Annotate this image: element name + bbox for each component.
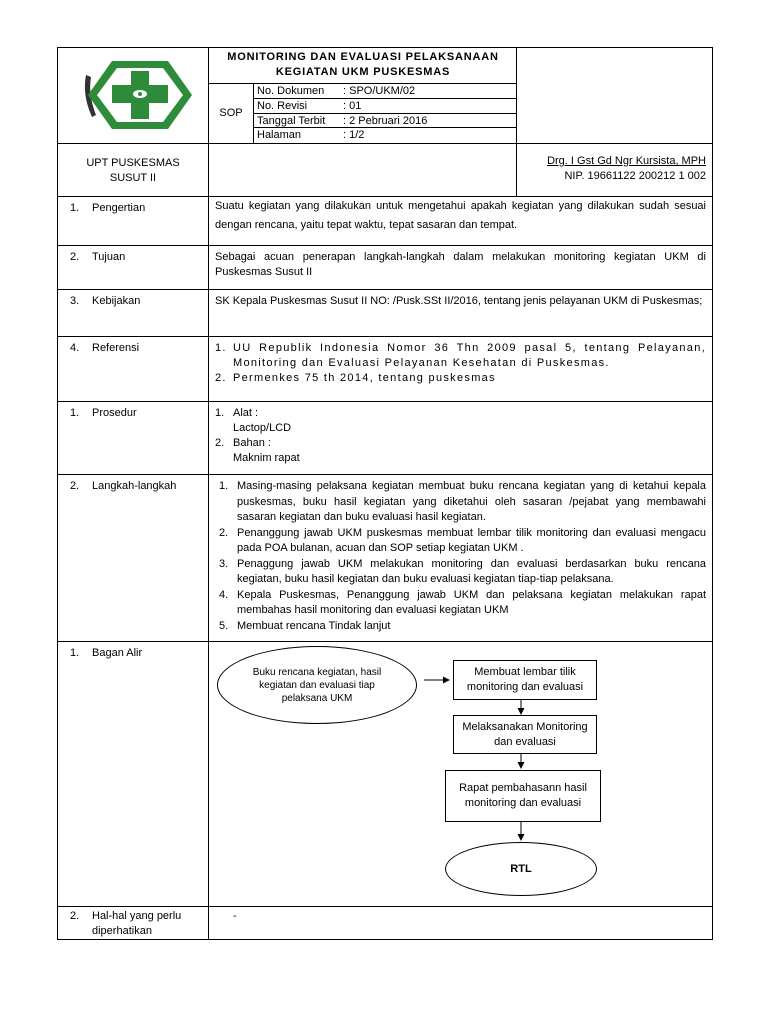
row-text: SK Kepala Puskesmas Susut II NO: /Pusk.SSt II/2016, tentang jenis pelayanan UKM di Puskesmas; xyxy=(215,295,703,307)
meta-row-dokumen xyxy=(253,84,517,99)
item-text: Permenkes 75 th 2014, tentang puskesmas xyxy=(233,372,496,384)
title-line-2: KEGIATAN UKM PUSKESMAS xyxy=(275,66,451,78)
row-label: Prosedur xyxy=(92,407,137,419)
row-number: 2. xyxy=(70,480,80,492)
meta-key: No. Revisi xyxy=(257,99,308,112)
meta-row-tanggal xyxy=(253,114,517,129)
meta-row-halaman xyxy=(253,128,517,143)
row-number: 2. xyxy=(70,910,80,922)
list-item xyxy=(215,406,706,436)
row-hal-hal xyxy=(58,907,713,940)
item-text: UU Republik Indonesia Nomor 36 Thn 2009 pasal 5, tentang Pelayanan, Monitoring dan Evaluasi Pelayanan Kesehatan di Puskesmas. xyxy=(233,342,706,369)
item-text: Penanggung jawab UKM puskesmas membuat lembar tilik monitoring dan evaluasi mengacu pada POA bulanan, acuan dan SOP setiap kegiatan UKM . xyxy=(237,526,706,554)
row-label: Pengertian xyxy=(92,202,146,214)
item-number: 5. xyxy=(219,619,229,632)
unit-blank-cell xyxy=(209,144,517,197)
meta-key: No. Dokumen xyxy=(257,85,325,97)
item-text: Bahan : xyxy=(233,437,271,449)
row-number: 2. xyxy=(70,251,80,263)
unit-subname: SUSUT II xyxy=(109,172,157,184)
row-number: 4. xyxy=(70,342,80,354)
unit-cell xyxy=(58,144,209,197)
item-subtext: Maknim rapat xyxy=(233,452,300,464)
row-bagan-alir xyxy=(58,642,713,907)
item-number: 2. xyxy=(215,372,227,384)
row-label: Tujuan xyxy=(92,251,126,263)
list-item xyxy=(215,436,706,466)
row-tujuan xyxy=(58,246,713,290)
meta-value: : 01 xyxy=(343,99,362,112)
puskesmas-logo-icon xyxy=(76,55,196,135)
signer-name: Drg. I Gst Gd Ngr Kursista, MPH xyxy=(547,155,706,167)
row-number: 1. xyxy=(70,407,80,419)
item-number: 3. xyxy=(219,557,229,570)
row-label: Langkah-langkah xyxy=(92,480,177,492)
item-number: 1. xyxy=(219,480,229,492)
flow-start-ellipse: Buku rencana kegiatan, hasil kegiatan dan evaluasi tiap pelaksana UKM xyxy=(217,646,417,724)
document-meta xyxy=(253,84,517,143)
row-number: 1. xyxy=(70,647,80,659)
meta-value: : SPO/UKM/02 xyxy=(343,85,416,97)
item-text: Masing-masing pelaksana kegiatan membuat buku rencana kegiatan yang di ketahui kepala puskesmas, buku hasil kegiatan yang diketahui oleh sasaran /pejabat yang membawahi sasaran kegiatan dan buku evaluasi hasil kegiatan. xyxy=(237,480,706,523)
sop-table xyxy=(57,47,713,940)
item-number: 2. xyxy=(215,437,225,449)
item-number: 1. xyxy=(215,342,227,354)
list-item xyxy=(215,341,706,371)
sop-document xyxy=(57,47,712,942)
item-number: 1. xyxy=(215,407,225,419)
meta-key: Tanggal Terbit xyxy=(257,114,326,127)
row-text: - xyxy=(233,910,237,922)
row-label: Referensi xyxy=(92,342,140,354)
logo-cell xyxy=(58,48,209,144)
row-label: Kebijakan xyxy=(92,295,141,307)
item-text: Membuat rencana Tindak lanjut xyxy=(237,619,391,632)
item-subtext: Lactop/LCD xyxy=(233,422,292,434)
meta-value: : 2 Pebruari 2016 xyxy=(343,114,428,127)
row-label: Hal-hal yang perlu xyxy=(92,910,182,922)
signature-cell xyxy=(517,144,713,197)
list-item xyxy=(219,526,706,557)
list-item xyxy=(219,557,706,588)
item-number: 2. xyxy=(219,526,229,539)
item-text: Alat : xyxy=(233,407,259,419)
item-text: Kepala Puskesmas, Penanggung jawab UKM dan pelaksana kegiatan melakukan rapat membahas hasil monitoring dan evaluasi kegiatan UKM xyxy=(237,588,706,616)
flow-step-3: Rapat pembahasann hasil monitoring dan evaluasi xyxy=(445,770,601,822)
header-blank-cell xyxy=(517,48,713,144)
row-number: 1. xyxy=(70,202,80,214)
item-text: Penaggung jawab UKM melakukan monitoring dan evaluasi berdasarkan buku rencana kegiatan, buku hasil kegiatan dan buku evaluasi kegiatan tiap-tiap pelaksana. xyxy=(237,557,706,585)
sop-label: SOP xyxy=(209,84,254,143)
list-item xyxy=(219,619,706,635)
row-pengertian xyxy=(58,197,713,246)
title-line-1: MONITORING DAN EVALUASI PELAKSANAAN xyxy=(227,51,499,63)
flow-step-2: Melaksanakan Monitoring dan evaluasi xyxy=(453,715,597,754)
unit-name: UPT PUSKESMAS xyxy=(86,157,180,169)
row-text: Sebagai acuan penerapan langkah-langkah dalam melakukan monitoring kegiatan UKM di Puskesmas Susut II xyxy=(215,251,706,278)
list-item xyxy=(219,479,706,526)
item-number: 4. xyxy=(219,588,229,601)
list-item xyxy=(215,371,706,386)
row-text: Suatu kegiatan yang dilakukan untuk mengetahui apakah kegiatan yang dilakukan sudah sesuai dengan rencana, yaitu tepat waktu, tepat sasaran dan tempat. xyxy=(215,200,706,231)
flowchart xyxy=(209,642,712,902)
meta-key: Halaman xyxy=(257,129,302,142)
meta-row-revisi xyxy=(253,99,517,114)
title-cell xyxy=(209,48,517,144)
list-item xyxy=(219,588,706,619)
flow-step-1: Membuat lembar tilik monitoring dan evaluasi xyxy=(453,660,597,700)
meta-value: : 1/2 xyxy=(343,129,365,142)
row-label: Bagan Alir xyxy=(92,647,143,659)
row-number: 3. xyxy=(70,295,80,307)
document-title xyxy=(209,48,517,84)
row-label-2: diperhatikan xyxy=(92,925,152,937)
signer-nip: NIP. 19661122 200212 1 002 xyxy=(564,170,706,182)
row-kebijakan xyxy=(58,290,713,337)
flow-end-ellipse: RTL xyxy=(445,842,597,896)
row-langkah xyxy=(58,475,713,642)
row-referensi xyxy=(58,337,713,402)
row-prosedur xyxy=(58,402,713,475)
